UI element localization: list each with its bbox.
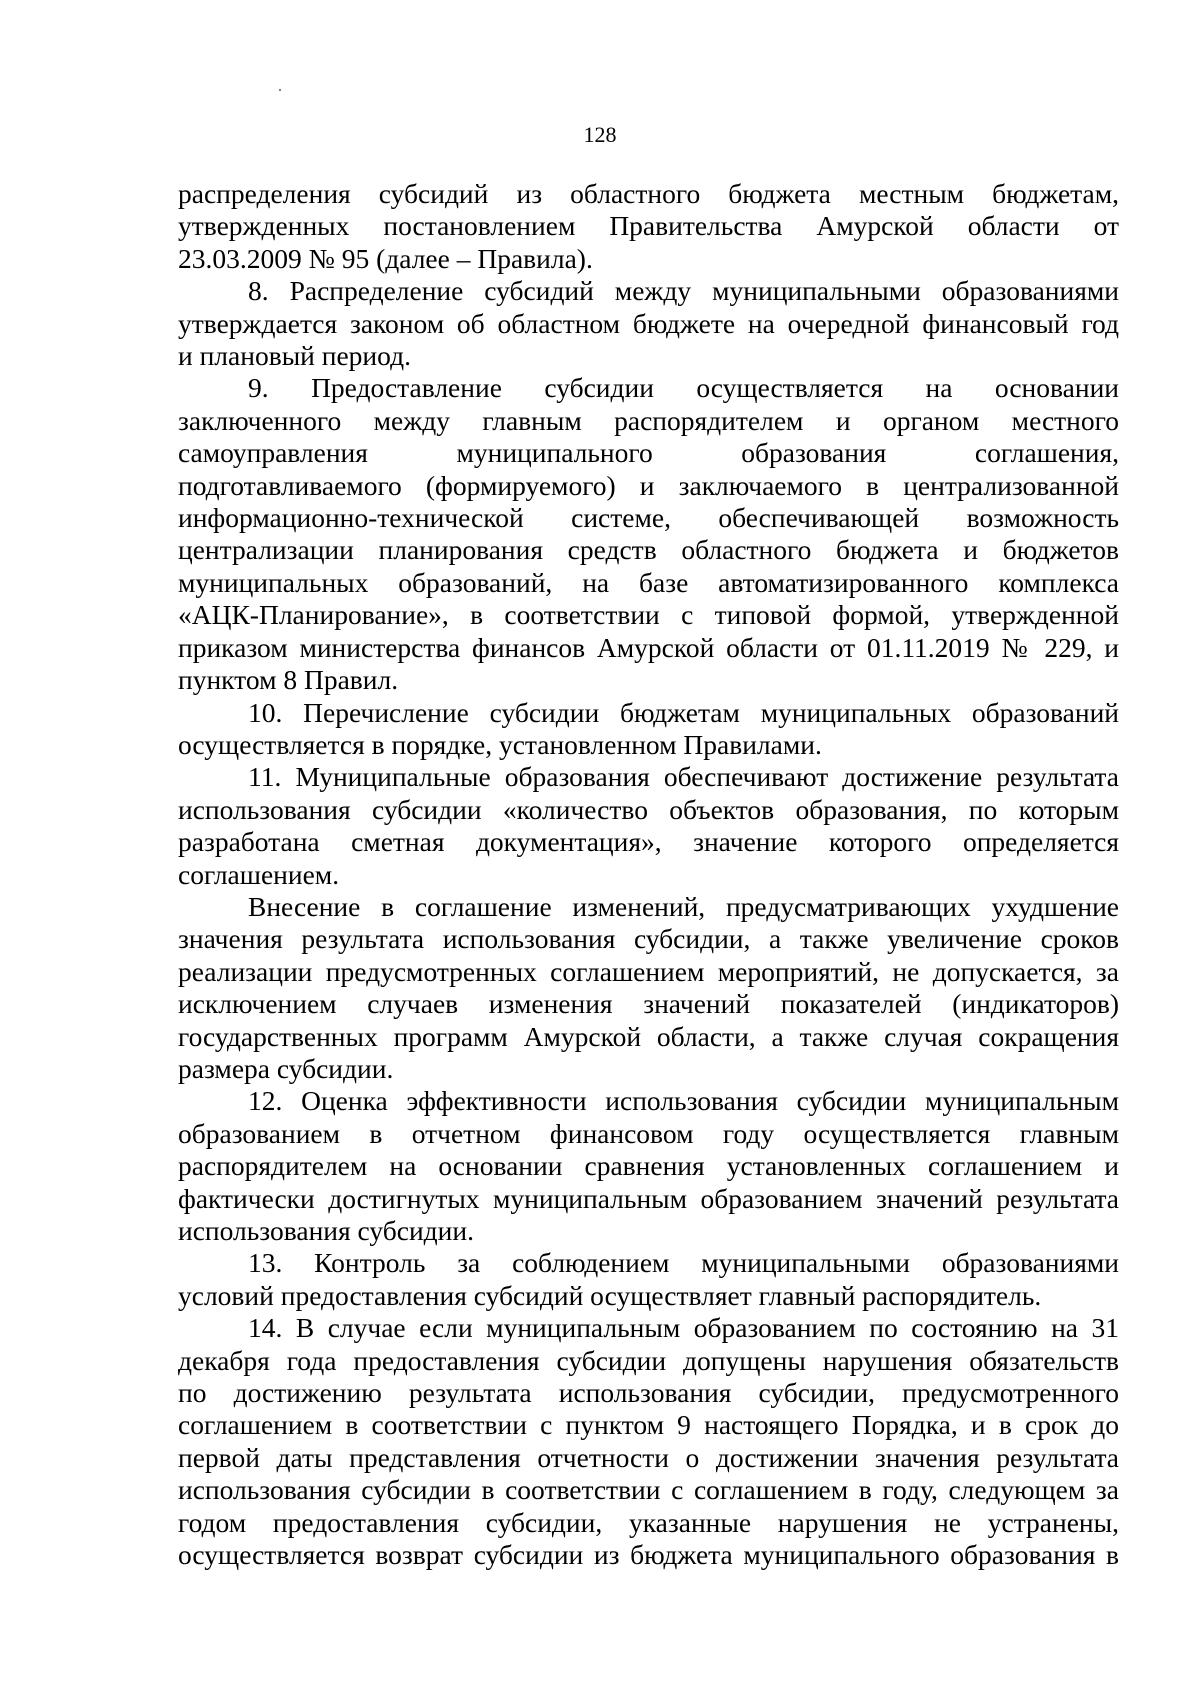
body-text xyxy=(178,178,1119,1571)
text-line: приказом министерства финансов Амурской области от 01.11.2019 № 229, и xyxy=(178,631,1119,663)
text-line: 14. В случае если муниципальным образованием по состоянию на 31 xyxy=(248,1312,1119,1344)
text-line: декабря года предоставления субсидии допущены нарушения обязательств xyxy=(178,1344,1119,1376)
text-line: годом предоставления субсидии, указанные нарушения не устранены, xyxy=(178,1506,1119,1538)
text-line: распределения субсидий из областного бюджета местным бюджетам, xyxy=(178,178,1119,209)
text-line: и плановый период. xyxy=(178,340,411,372)
text-line: 9. Предоставление субсидии осуществляется на основании xyxy=(248,372,1119,404)
text-line: использования субсидии «количество объектов образования, по которым xyxy=(178,793,1119,825)
text-line: пунктом 8 Правил. xyxy=(178,664,399,696)
text-line: использования субсидии в соответствии с соглашением в году, следующем за xyxy=(178,1474,1119,1506)
text-line: осуществляется возврат субсидии из бюджета муниципального образования в xyxy=(178,1539,1119,1571)
text-line: «АЦК-Планирование», в соответствии с типовой формой, утвержденной xyxy=(178,599,1119,631)
text-line: Внесение в соглашение изменений, предусматривающих ухудшение xyxy=(248,890,1119,922)
text-line: 13. Контроль за соблюдением муниципальными образованиями xyxy=(248,1247,1119,1279)
text-line: условий предоставления субсидий осуществляет главный распорядитель. xyxy=(178,1279,1042,1311)
text-line: 12. Оценка эффективности использования субсидии муниципальным xyxy=(248,1085,1119,1117)
text-line: 8. Распределение субсидий между муниципальными образованиями xyxy=(248,275,1119,307)
text-line: разработана сметная документация», значение которого определяется xyxy=(178,826,1119,858)
text-line: государственных программ Амурской области, а также случая сокращения xyxy=(178,1020,1119,1052)
text-line: значения результата использования субсидии, а также увеличение сроков xyxy=(178,923,1119,955)
text-line: распорядителем на основании сравнения установленных соглашением и xyxy=(178,1150,1119,1182)
text-line: централизации планирования средств областного бюджета и бюджетов xyxy=(178,534,1119,566)
text-line: использования субсидии. xyxy=(178,1215,474,1246)
text-line: 10. Перечисление субсидии бюджетам муниципальных образований xyxy=(248,696,1119,728)
text-line: исключением случаев изменения значений показателей (индикаторов) xyxy=(178,988,1119,1020)
text-line: первой даты представления отчетности о достижении значения результата xyxy=(178,1441,1119,1473)
text-line: 11. Муниципальные образования обеспечивают достижение результата xyxy=(248,761,1119,793)
text-line: образованием в отчетном финансовом году осуществляется главным xyxy=(178,1117,1119,1149)
text-line: реализации предусмотренных соглашением мероприятий, не допускается, за xyxy=(178,955,1119,987)
text-line: осуществляется в порядке, установленном Правилами. xyxy=(178,728,822,760)
text-line: по достижению результата использования субсидии, предусмотренного xyxy=(178,1377,1119,1409)
text-line: муниципальных образований, на базе автоматизированного комплекса xyxy=(178,566,1119,598)
text-line: подготавливаемого (формируемого) и заключаемого в централизованной xyxy=(178,469,1119,501)
text-line: утверждается законом об областном бюджете на очередной финансовый год xyxy=(178,307,1119,339)
text-line: соглашением в соответствии с пунктом 9 настоящего Порядка, и в срок до xyxy=(178,1409,1119,1441)
scan-speck xyxy=(279,89,281,91)
text-line: размера субсидии. xyxy=(178,1052,394,1084)
text-line: соглашением. xyxy=(178,858,340,890)
text-line: утвержденных постановлением Правительства Амурской области от xyxy=(178,210,1119,242)
text-line: заключенного между главным распорядителем и органом местного xyxy=(178,404,1119,436)
page-number: 128 xyxy=(583,122,617,147)
text-line: самоуправления муниципального образования соглашения, xyxy=(178,437,1119,469)
text-line: фактически достигнутых муниципальным образованием значений результата xyxy=(178,1182,1119,1214)
text-line: информационно-технической системе, обеспечивающей возможность xyxy=(178,502,1119,534)
text-line: 23.03.2009 № 95 (далее – Правила). xyxy=(178,242,593,274)
